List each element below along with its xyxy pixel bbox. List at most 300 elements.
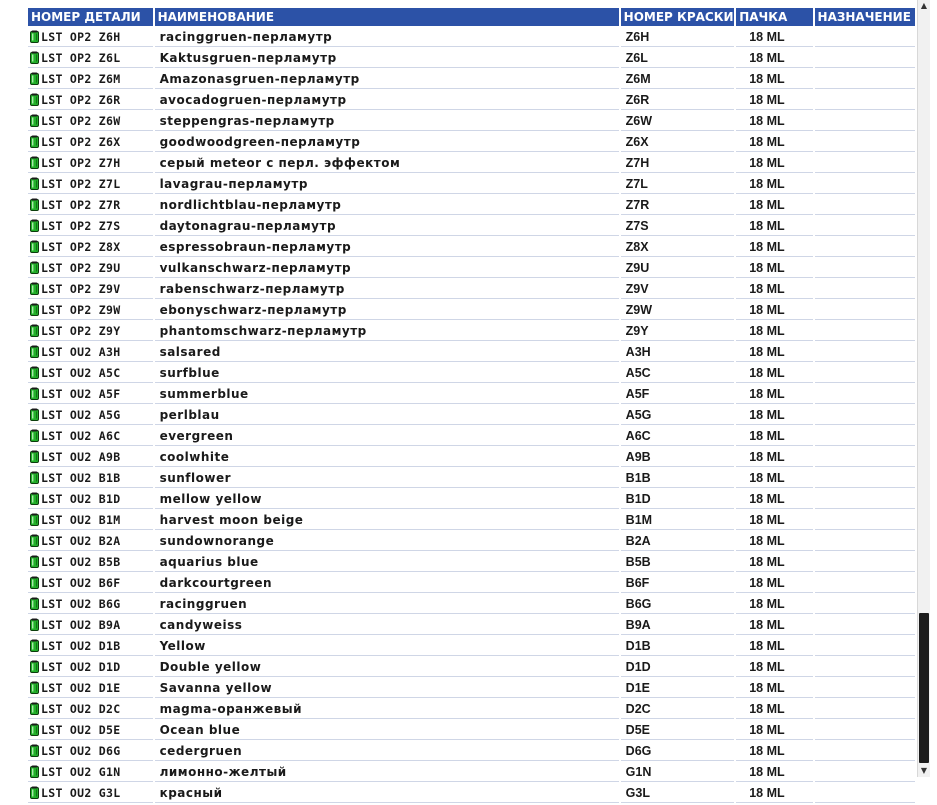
cell-paint-code: G1N	[621, 763, 735, 782]
cell-part-number[interactable]	[28, 700, 153, 719]
cell-part-number[interactable]	[28, 343, 153, 362]
cell-purpose	[815, 616, 915, 635]
cell-pack: 18 ML	[736, 595, 812, 614]
paint-can-icon[interactable]	[30, 366, 39, 379]
cell-purpose	[815, 175, 915, 194]
table-row[interactable]	[28, 238, 915, 257]
cell-name: nordlichtblau-перламутр	[155, 196, 619, 215]
cell-part-number[interactable]	[28, 301, 153, 320]
table-row[interactable]	[28, 217, 915, 236]
part-number-text[interactable]: LST OU2 B1D	[41, 492, 121, 506]
cell-pack: 18 ML	[736, 196, 812, 215]
cell-name: darkcourtgreen	[155, 574, 619, 593]
column-header-purpose[interactable]: НАЗНАЧЕНИЕ	[815, 8, 915, 26]
cell-part-number[interactable]	[28, 784, 153, 803]
cell-paint-code: Z9W	[621, 301, 735, 320]
table-row[interactable]	[28, 721, 915, 740]
cell-name: harvest moon beige	[155, 511, 619, 530]
part-number-text[interactable]: LST OP2 Z6H	[41, 30, 121, 44]
cell-name: lavagrau-перламутр	[155, 175, 619, 194]
cell-pack: 18 ML	[736, 175, 812, 194]
part-number-text[interactable]: LST OU2 D5E	[41, 723, 121, 737]
cell-pack: 18 ML	[736, 133, 812, 152]
table-row[interactable]	[28, 553, 915, 572]
cell-purpose	[815, 91, 915, 110]
cell-pack: 18 ML	[736, 343, 812, 362]
cell-name: Yellow	[155, 637, 619, 656]
cell-pack: 18 ML	[736, 427, 812, 446]
paint-can-icon[interactable]	[30, 114, 39, 127]
cell-pack: 18 ML	[736, 448, 812, 467]
cell-name: espressobraun-перламутр	[155, 238, 619, 257]
arrow-up-icon[interactable]: ▲	[920, 1, 928, 10]
cell-purpose	[815, 385, 915, 404]
cell-name: mellow yellow	[155, 490, 619, 509]
cell-paint-code: B1M	[621, 511, 735, 530]
vertical-scrollbar[interactable]	[917, 0, 930, 777]
table-row[interactable]	[28, 406, 915, 425]
table-row[interactable]	[28, 301, 915, 320]
parts-table-container	[26, 0, 917, 800]
paint-can-icon[interactable]	[30, 618, 39, 631]
cell-name: vulkanschwarz-перламутр	[155, 259, 619, 278]
cell-paint-code: B1B	[621, 469, 735, 488]
cell-name: avocadogruen-перламутр	[155, 91, 619, 110]
cell-purpose	[815, 280, 915, 299]
cell-part-number[interactable]	[28, 196, 153, 215]
header-row	[28, 8, 915, 26]
cell-purpose	[815, 49, 915, 68]
cell-pack: 18 ML	[736, 469, 812, 488]
table-row[interactable]	[28, 784, 915, 803]
scrollbar-thumb[interactable]	[919, 613, 929, 763]
paint-can-icon[interactable]	[30, 555, 39, 568]
cell-paint-code: B2A	[621, 532, 735, 551]
cell-pack: 18 ML	[736, 70, 812, 89]
cell-pack: 18 ML	[736, 280, 812, 299]
paint-can-icon[interactable]	[30, 723, 39, 736]
cell-name: ebonyschwarz-перламутр	[155, 301, 619, 320]
cell-name: magma-оранжевый	[155, 700, 619, 719]
paint-can-icon[interactable]	[30, 198, 39, 211]
cell-part-number[interactable]	[28, 175, 153, 194]
part-number-text[interactable]: LST OP2 Z9V	[41, 282, 121, 296]
paint-can-icon[interactable]	[30, 534, 39, 547]
cell-part-number[interactable]	[28, 154, 153, 173]
cell-paint-code: A9B	[621, 448, 735, 467]
cell-paint-code: B9A	[621, 616, 735, 635]
cell-paint-code: D1D	[621, 658, 735, 677]
cell-name: Ocean blue	[155, 721, 619, 740]
cell-part-number[interactable]	[28, 322, 153, 341]
cell-pack: 18 ML	[736, 574, 812, 593]
cell-purpose	[815, 469, 915, 488]
part-number-text[interactable]: LST OU2 B1M	[41, 513, 121, 527]
cell-name: perlblau	[155, 406, 619, 425]
part-number-text[interactable]: LST OP2 Z6R	[41, 93, 121, 107]
cell-paint-code: Z6R	[621, 91, 735, 110]
table-row[interactable]	[28, 154, 915, 173]
paint-can-icon[interactable]	[30, 765, 39, 778]
paint-can-icon[interactable]	[30, 156, 39, 169]
cell-paint-code: Z9Y	[621, 322, 735, 341]
table-row[interactable]	[28, 49, 915, 68]
paint-can-icon[interactable]	[30, 261, 39, 274]
cell-paint-code: D2C	[621, 700, 735, 719]
cell-paint-code: B1D	[621, 490, 735, 509]
cell-purpose	[815, 322, 915, 341]
cell-name: coolwhite	[155, 448, 619, 467]
cell-part-number[interactable]	[28, 763, 153, 782]
part-number-text[interactable]: LST OU2 D1E	[41, 681, 121, 695]
cell-paint-code: G3L	[621, 784, 735, 803]
paint-can-icon[interactable]	[30, 744, 39, 757]
cell-name: rabenschwarz-перламутр	[155, 280, 619, 299]
cell-paint-code: B5B	[621, 553, 735, 572]
table-row[interactable]	[28, 322, 915, 341]
table-row[interactable]	[28, 763, 915, 782]
cell-purpose	[815, 637, 915, 656]
cell-name: лимонно-желтый	[155, 763, 619, 782]
part-number-text[interactable]: LST OP2 Z9Y	[41, 324, 121, 338]
cell-pack: 18 ML	[736, 406, 812, 425]
table-row[interactable]	[28, 595, 915, 614]
cell-part-number[interactable]	[28, 574, 153, 593]
part-number-text[interactable]: LST OP2 Z6W	[41, 114, 121, 128]
part-number-text[interactable]: LST OP2 Z6M	[41, 72, 121, 86]
paint-can-icon[interactable]	[30, 135, 39, 148]
cell-purpose	[815, 742, 915, 761]
cell-name: steppengras-перламутр	[155, 112, 619, 131]
cell-pack: 18 ML	[736, 259, 812, 278]
part-number-text[interactable]: LST OU2 A3H	[41, 345, 121, 359]
table-row[interactable]	[28, 469, 915, 488]
part-number-text[interactable]: LST OU2 A5F	[41, 387, 121, 401]
table-row[interactable]	[28, 385, 915, 404]
part-number-text[interactable]: LST OU2 B6G	[41, 597, 121, 611]
table-row[interactable]	[28, 28, 915, 47]
cell-paint-code: A3H	[621, 343, 735, 362]
table-row[interactable]	[28, 364, 915, 383]
table-row[interactable]	[28, 679, 915, 698]
table-row[interactable]	[28, 91, 915, 110]
cell-paint-code: Z9V	[621, 280, 735, 299]
part-number-text[interactable]: LST OP2 Z8X	[41, 240, 121, 254]
cell-pack: 18 ML	[736, 679, 812, 698]
cell-part-number[interactable]	[28, 616, 153, 635]
paint-can-icon[interactable]	[30, 30, 39, 43]
cell-pack: 18 ML	[736, 217, 812, 236]
cell-pack: 18 ML	[736, 112, 812, 131]
paint-can-icon[interactable]	[30, 450, 39, 463]
paint-can-icon[interactable]	[30, 408, 39, 421]
cell-name: красный	[155, 784, 619, 803]
part-number-text[interactable]: LST OU2 D1B	[41, 639, 121, 653]
cell-part-number[interactable]	[28, 553, 153, 572]
table-row[interactable]	[28, 448, 915, 467]
cell-purpose	[815, 28, 915, 47]
cell-paint-code: A5G	[621, 406, 735, 425]
cell-part-number[interactable]	[28, 280, 153, 299]
cell-name: Savanna yellow	[155, 679, 619, 698]
table-row[interactable]	[28, 196, 915, 215]
table-row[interactable]	[28, 490, 915, 509]
cell-name: racinggruen	[155, 595, 619, 614]
paint-can-icon[interactable]	[30, 240, 39, 253]
cell-part-number[interactable]	[28, 637, 153, 656]
cell-name: candyweiss	[155, 616, 619, 635]
cell-paint-code: Z6W	[621, 112, 735, 131]
part-number-text[interactable]: LST OU2 B6F	[41, 576, 121, 590]
paint-can-icon[interactable]	[30, 282, 39, 295]
cell-name: Kaktusgruen-перламутр	[155, 49, 619, 68]
cell-pack: 18 ML	[736, 301, 812, 320]
cell-part-number[interactable]	[28, 490, 153, 509]
table-row[interactable]	[28, 742, 915, 761]
cell-part-number[interactable]	[28, 721, 153, 740]
table-header	[28, 8, 915, 26]
table-row[interactable]	[28, 175, 915, 194]
cell-part-number[interactable]	[28, 469, 153, 488]
paint-can-icon[interactable]	[30, 597, 39, 610]
column-header-paint-code[interactable]: НОМЕР КРАСКИ	[621, 8, 735, 26]
paint-can-icon[interactable]	[30, 387, 39, 400]
cell-paint-code: Z6M	[621, 70, 735, 89]
cell-part-number[interactable]	[28, 70, 153, 89]
cell-part-number[interactable]	[28, 385, 153, 404]
table-row[interactable]	[28, 343, 915, 362]
part-number-text[interactable]: LST OP2 Z6X	[41, 135, 121, 149]
cell-purpose	[815, 532, 915, 551]
cell-purpose	[815, 343, 915, 362]
arrow-down-icon[interactable]: ▼	[920, 766, 928, 775]
table-row[interactable]	[28, 700, 915, 719]
cell-part-number[interactable]	[28, 91, 153, 110]
part-number-text[interactable]: LST OU2 A6C	[41, 429, 121, 443]
cell-purpose	[815, 217, 915, 236]
paint-can-icon[interactable]	[30, 786, 39, 799]
cell-paint-code: Z6H	[621, 28, 735, 47]
cell-part-number[interactable]	[28, 217, 153, 236]
cell-purpose	[815, 553, 915, 572]
cell-name: aquarius blue	[155, 553, 619, 572]
cell-purpose	[815, 679, 915, 698]
paint-can-icon[interactable]	[30, 681, 39, 694]
cell-part-number[interactable]	[28, 742, 153, 761]
cell-pack: 18 ML	[736, 511, 812, 530]
cell-pack: 18 ML	[736, 154, 812, 173]
cell-name: racinggruen-перламутр	[155, 28, 619, 47]
cell-part-number[interactable]	[28, 658, 153, 677]
cell-paint-code: A5C	[621, 364, 735, 383]
cell-purpose	[815, 595, 915, 614]
table-row[interactable]	[28, 259, 915, 278]
cell-purpose	[815, 700, 915, 719]
cell-name: daytonagrau-перламутр	[155, 217, 619, 236]
part-number-text[interactable]: LST OP2 Z7H	[41, 156, 121, 170]
paint-can-icon[interactable]	[30, 429, 39, 442]
cell-name: Amazonasgruen-перламутр	[155, 70, 619, 89]
paint-can-icon[interactable]	[30, 660, 39, 673]
table-row[interactable]	[28, 637, 915, 656]
cell-pack: 18 ML	[736, 616, 812, 635]
cell-pack: 18 ML	[736, 742, 812, 761]
paint-can-icon[interactable]	[30, 576, 39, 589]
part-number-text[interactable]: LST OU2 G3L	[41, 786, 121, 800]
cell-name: серый meteor с перл. эффектом	[155, 154, 619, 173]
paint-can-icon[interactable]	[30, 702, 39, 715]
cell-name: evergreen	[155, 427, 619, 446]
table-row[interactable]	[28, 574, 915, 593]
cell-pack: 18 ML	[736, 658, 812, 677]
cell-purpose	[815, 133, 915, 152]
paint-can-icon[interactable]	[30, 639, 39, 652]
paint-can-icon[interactable]	[30, 345, 39, 358]
part-number-text[interactable]: LST OP2 Z7L	[41, 177, 121, 191]
cell-purpose	[815, 259, 915, 278]
cell-paint-code: Z6L	[621, 49, 735, 68]
cell-name: salsared	[155, 343, 619, 362]
column-header-name[interactable]: НАИМЕНОВАНИЕ	[155, 8, 619, 26]
cell-purpose	[815, 112, 915, 131]
cell-part-number[interactable]	[28, 133, 153, 152]
part-number-text[interactable]: LST OU2 G1N	[41, 765, 121, 779]
cell-purpose	[815, 511, 915, 530]
cell-pack: 18 ML	[736, 364, 812, 383]
cell-name: sundownorange	[155, 532, 619, 551]
column-header-part-number[interactable]: НОМЕР ДЕТАЛИ	[28, 8, 153, 26]
paint-can-icon[interactable]	[30, 219, 39, 232]
table-row[interactable]	[28, 658, 915, 677]
cell-paint-code: D1E	[621, 679, 735, 698]
paint-can-icon[interactable]	[30, 177, 39, 190]
part-number-text[interactable]: LST OP2 Z6L	[41, 51, 121, 65]
part-number-text[interactable]: LST OP2 Z7R	[41, 198, 121, 212]
cell-purpose	[815, 448, 915, 467]
paint-can-icon[interactable]	[30, 471, 39, 484]
part-number-text[interactable]: LST OU2 D1D	[41, 660, 121, 674]
cell-pack: 18 ML	[736, 721, 812, 740]
cell-paint-code: Z7H	[621, 154, 735, 173]
cell-pack: 18 ML	[736, 784, 812, 803]
paint-can-icon[interactable]	[30, 72, 39, 85]
cell-pack: 18 ML	[736, 700, 812, 719]
cell-part-number[interactable]	[28, 112, 153, 131]
part-number-text[interactable]: LST OU2 A9B	[41, 450, 121, 464]
part-number-text[interactable]: LST OP2 Z9U	[41, 261, 121, 275]
part-number-text[interactable]: LST OU2 D2C	[41, 702, 121, 716]
cell-name: sunflower	[155, 469, 619, 488]
cell-part-number[interactable]	[28, 679, 153, 698]
part-number-text[interactable]: LST OU2 B1B	[41, 471, 121, 485]
part-number-text[interactable]: LST OU2 D6G	[41, 744, 121, 758]
cell-part-number[interactable]	[28, 427, 153, 446]
cell-purpose	[815, 364, 915, 383]
cell-purpose	[815, 763, 915, 782]
cell-name: summerblue	[155, 385, 619, 404]
cell-paint-code: D1B	[621, 637, 735, 656]
table-body	[28, 28, 915, 803]
cell-part-number[interactable]	[28, 238, 153, 257]
paint-can-icon[interactable]	[30, 324, 39, 337]
cell-purpose	[815, 721, 915, 740]
cell-purpose	[815, 406, 915, 425]
paint-can-icon[interactable]	[30, 492, 39, 505]
cell-paint-code: A6C	[621, 427, 735, 446]
cell-purpose	[815, 154, 915, 173]
part-number-text[interactable]: LST OP2 Z7S	[41, 219, 121, 233]
column-header-pack[interactable]: ПАЧКА	[736, 8, 812, 26]
paint-can-icon[interactable]	[30, 303, 39, 316]
table-row[interactable]	[28, 112, 915, 131]
cell-paint-code: Z7R	[621, 196, 735, 215]
cell-paint-code: D6G	[621, 742, 735, 761]
cell-paint-code: B6G	[621, 595, 735, 614]
cell-paint-code: B6F	[621, 574, 735, 593]
cell-pack: 18 ML	[736, 532, 812, 551]
cell-part-number[interactable]	[28, 448, 153, 467]
cell-paint-code: Z7L	[621, 175, 735, 194]
table-row[interactable]	[28, 70, 915, 89]
cell-purpose	[815, 238, 915, 257]
table-row[interactable]	[28, 616, 915, 635]
cell-purpose	[815, 574, 915, 593]
cell-name: cedergruen	[155, 742, 619, 761]
cell-purpose	[815, 784, 915, 803]
cell-pack: 18 ML	[736, 49, 812, 68]
cell-part-number[interactable]	[28, 511, 153, 530]
cell-pack: 18 ML	[736, 238, 812, 257]
part-number-text[interactable]: LST OU2 B2A	[41, 534, 121, 548]
part-number-text[interactable]: LST OU2 B9A	[41, 618, 121, 632]
cell-paint-code: Z7S	[621, 217, 735, 236]
part-number-text[interactable]: LST OU2 A5G	[41, 408, 121, 422]
paint-can-icon[interactable]	[30, 93, 39, 106]
cell-part-number[interactable]	[28, 28, 153, 47]
table-row[interactable]	[28, 133, 915, 152]
cell-purpose	[815, 490, 915, 509]
cell-purpose	[815, 658, 915, 677]
part-number-text[interactable]: LST OP2 Z9W	[41, 303, 121, 317]
cell-name: Double yellow	[155, 658, 619, 677]
cell-purpose	[815, 196, 915, 215]
cell-part-number[interactable]	[28, 49, 153, 68]
table-row[interactable]	[28, 427, 915, 446]
cell-part-number[interactable]	[28, 595, 153, 614]
paint-can-icon[interactable]	[30, 51, 39, 64]
cell-paint-code: D5E	[621, 721, 735, 740]
cell-name: phantomschwarz-перламутр	[155, 322, 619, 341]
cell-part-number[interactable]	[28, 259, 153, 278]
paint-can-icon[interactable]	[30, 513, 39, 526]
table-row[interactable]	[28, 532, 915, 551]
cell-paint-code: A5F	[621, 385, 735, 404]
cell-name: goodwoodgreen-перламутр	[155, 133, 619, 152]
cell-pack: 18 ML	[736, 553, 812, 572]
cell-name: surfblue	[155, 364, 619, 383]
cell-pack: 18 ML	[736, 28, 812, 47]
cell-purpose	[815, 70, 915, 89]
part-number-text[interactable]: LST OU2 B5B	[41, 555, 121, 569]
part-number-text[interactable]: LST OU2 A5C	[41, 366, 121, 380]
cell-part-number[interactable]	[28, 532, 153, 551]
cell-part-number[interactable]	[28, 406, 153, 425]
cell-pack: 18 ML	[736, 490, 812, 509]
table-row[interactable]	[28, 280, 915, 299]
table-row[interactable]	[28, 511, 915, 530]
cell-pack: 18 ML	[736, 322, 812, 341]
cell-part-number[interactable]	[28, 364, 153, 383]
